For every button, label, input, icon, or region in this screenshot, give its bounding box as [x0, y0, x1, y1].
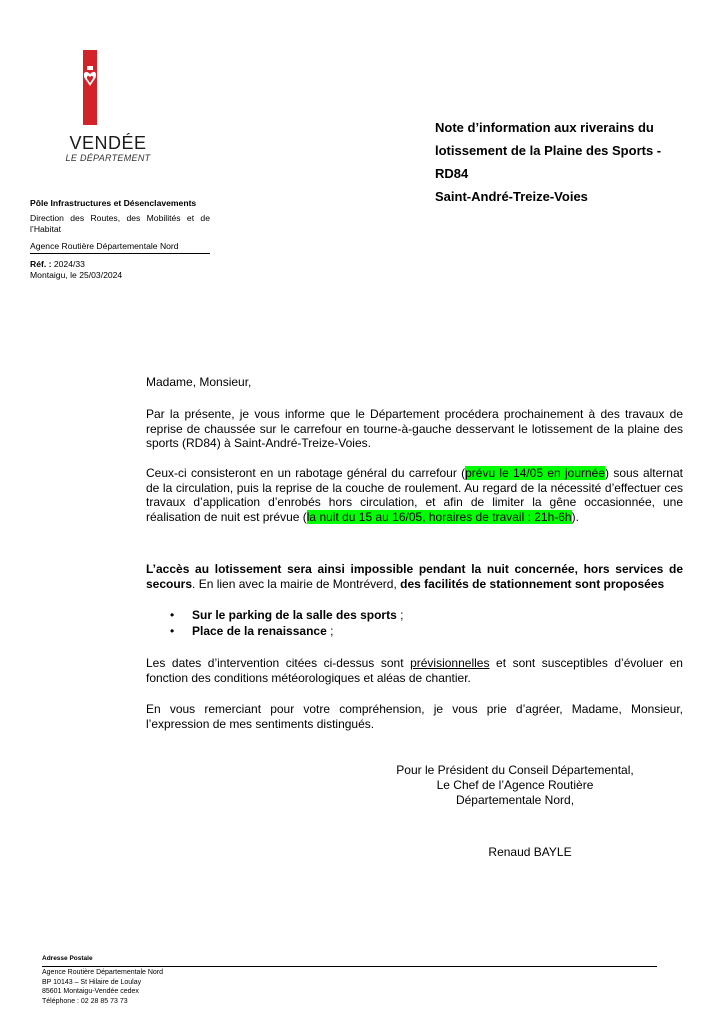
- footer-title: Adresse Postale: [42, 955, 93, 962]
- agence-name: Agence Routière Départementale Nord: [30, 241, 210, 254]
- bullet-icon: •: [170, 624, 175, 638]
- bold-text: L’accès au lotissement sera ainsi impossible pendant la nuit concernée, hors services de secours: [146, 562, 683, 591]
- title-line: RD84: [435, 166, 469, 181]
- signature-line: Pour le Président du Conseil Départemental,: [396, 763, 634, 777]
- text: . En lien avec la mairie de Montréverd,: [192, 576, 401, 591]
- signature-block: [370, 763, 660, 808]
- list-item: [170, 607, 670, 623]
- highlight-date-day: prévu le 14/05 en journée: [465, 466, 606, 480]
- signer-name: Renaud BAYLE: [488, 845, 572, 859]
- salutation: Madame, Monsieur,: [146, 375, 252, 389]
- note-title: [435, 116, 700, 208]
- text: ;: [396, 608, 404, 622]
- text: et sont susceptibles d’évoluer en fonction des conditions météorologiques et aléas de chantier.: [146, 656, 683, 685]
- highlight-date-night: la nuit du 15 au 16/05, horaires de travail : 21h-6h: [306, 509, 572, 524]
- title-line: lotissement de la Plaine des Sports -: [435, 143, 662, 158]
- reference-label: Réf. :: [30, 259, 52, 269]
- bullet-icon: •: [170, 608, 175, 622]
- text: Les dates d’intervention citées ci-dessus sont: [146, 656, 411, 670]
- bold-text: des facilités de stationnement sont proposées: [400, 576, 665, 591]
- paragraph-works: [146, 466, 683, 524]
- footer-address: [42, 968, 163, 1006]
- pole-name: Pôle Infrastructures et Désenclavements: [30, 198, 197, 208]
- bold-text: Place de la renaissance: [192, 624, 327, 638]
- reference-value: 2024/33: [53, 259, 85, 269]
- vendee-logo-mark: [80, 50, 100, 125]
- footer-line: Téléphone : 02 28 85 73 73: [42, 997, 128, 1005]
- list-item: [170, 623, 670, 639]
- title-line: Note d’information aux riverains du: [435, 120, 654, 135]
- parking-list: [170, 607, 670, 639]
- text: ;: [326, 624, 334, 638]
- letter-date: Montaigu, le 25/03/2024: [30, 270, 123, 280]
- title-line: Saint-André-Treize-Voies: [435, 189, 588, 204]
- footer-line: 85601 Montaigu-Vendée cedex: [42, 988, 139, 995]
- text: ).: [571, 509, 579, 524]
- footer-divider: [42, 966, 657, 967]
- text: Ceux-ci consisteront en un rabotage général du carrefour (: [146, 466, 466, 480]
- signature-line: Le Chef de l’Agence Routière: [436, 778, 594, 792]
- footer-line: BP 10143 – St Hilaire de Loulay: [42, 978, 142, 986]
- paragraph-access: [146, 562, 683, 591]
- logo-name: VENDÉE: [69, 133, 147, 153]
- underlined-text: prévisionnelles: [410, 656, 490, 670]
- text: ) sous alternat de la circulation, puis la reprise de la couche de roulement. Au regard de la nécessité d’effectuer ces travaux d’application d’enrobés hors circulation, et afin de limiter la gêne occasionnée, une réalisation de nuit est prévue (: [146, 466, 683, 524]
- signature-line: Départementale Nord,: [455, 793, 575, 807]
- direction-name: Direction des Routes, des Mobilités et de l’Habitat: [30, 213, 210, 234]
- paragraph-provisional: [146, 656, 683, 685]
- bold-text: Sur le parking de la salle des sports: [192, 608, 397, 622]
- footer-line: Agence Routière Départementale Nord: [42, 969, 164, 976]
- reference: [30, 259, 210, 270]
- paragraph-closing: En vous remerciant pour votre compréhension, je vous prie d’agréer, Madame, Monsieur, l’expression de mes sentiments distingués.: [146, 702, 683, 731]
- paragraph-intro: Par la présente, je vous informe que le Département procédera prochainement à des travaux de reprise de chaussée sur le carrefour en tourne-à-gauche desservant le lotissement de la plaine des sports (RD84) à Saint-André-Treize-Voies.: [146, 407, 683, 450]
- vendee-logo-text: [63, 133, 153, 163]
- logo-subtitle: LE DÉPARTEMENT: [65, 153, 151, 163]
